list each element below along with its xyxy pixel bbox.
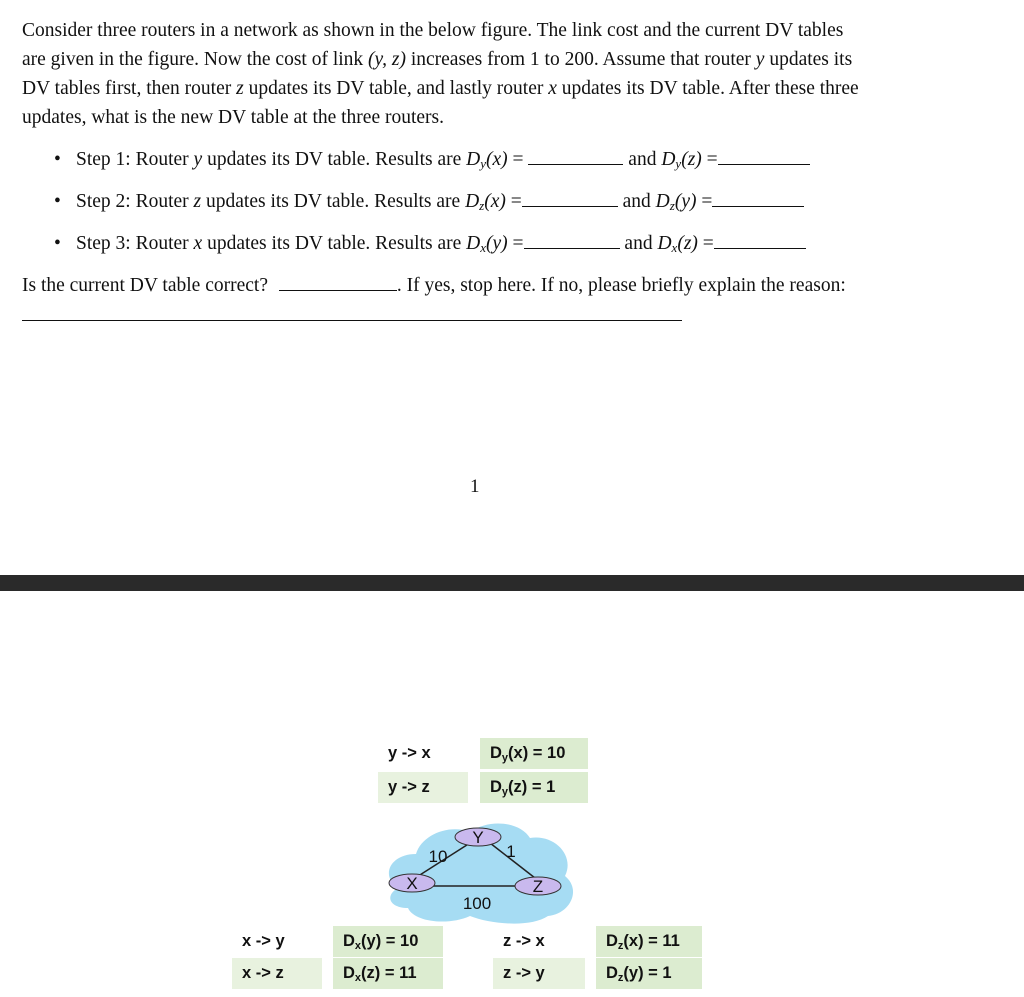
answer-blank-step1-a[interactable] — [528, 148, 623, 165]
question-line: Is the current DV table correct? . If yes, stop here. If no, please briefly explain the reason: — [22, 275, 846, 296]
x-table-row1-value: Dx(y) = 10 — [333, 926, 443, 957]
answer-blank-step2-b[interactable] — [712, 190, 804, 207]
para-line-2: are given in the figure. Now the cost of link (y, z) increases from 1 to 200. Assume that router y updates its — [22, 49, 853, 70]
z-table-row2-value: Dz(y) = 1 — [596, 958, 702, 989]
x-table-row1-label: x -> y — [232, 926, 322, 957]
network-diagram — [370, 816, 600, 926]
network-figure — [0, 591, 1024, 997]
svg-text:X: X — [406, 874, 418, 893]
y-table-row1-label: y -> x — [378, 738, 468, 769]
answer-blank-step3-b[interactable] — [714, 232, 806, 249]
bullet-icon: • — [54, 233, 61, 254]
x-table-row2-value: Dx(z) = 11 — [333, 958, 443, 989]
z-table-row1-label: z -> x — [493, 926, 585, 957]
page-number: 1 — [470, 476, 480, 497]
link-label-yz: 1 — [506, 842, 516, 861]
y-table-row2-value: Dy(z) = 1 — [480, 772, 588, 803]
page-divider — [0, 575, 1024, 591]
svg-text:Z: Z — [532, 877, 544, 896]
explanation-answer-line[interactable] — [22, 320, 682, 321]
problem-paragraph — [22, 16, 942, 132]
para-line-1: Consider three routers in a network as shown in the below figure. The link cost and the current DV tables — [22, 20, 844, 41]
z-table-row2-label: z -> y — [493, 958, 585, 989]
bullet-icon: • — [54, 149, 61, 170]
z-table-row1-value: Dz(x) = 11 — [596, 926, 702, 957]
y-table-row2-label: y -> z — [378, 772, 468, 803]
answer-blank-step2-a[interactable] — [522, 190, 618, 207]
para-line-3: DV tables first, then router z updates its DV table, and lastly router x updates its DV table. After these three — [22, 78, 859, 99]
answer-blank-step1-b[interactable] — [718, 148, 810, 165]
y-table-row1-value: Dy(x) = 10 — [480, 738, 588, 769]
link-label-xz: 100 — [462, 894, 492, 913]
answer-blank-step3-a[interactable] — [524, 232, 620, 249]
problem-page: Consider three routers in a network as shown in the below figure. The link cost and the current DV tables are given in the figure. Now the cost of link (y, z) increases from 1 to 200. Assume that router y updates its DV tables first, then router z updates its DV table, and lastly router x updates its DV table. After these three updates, what is the new DV table at the three routers. • Step 1: Router y updates its DV table. Results are $D_y(x)$ = and $D_y(z)$ = • Step 2: Router z updates its DV table. Results are $D_z(x)$ = and $D_z(y)$ = • Step 3: Router x updates its DV table. Results are $D_x(y)$ = and $D_x(z)$ = Is the current DV table correct? . If yes, stop here. If no, please briefly explain the reason: 1 — [0, 0, 1024, 575]
link-label-xy: 10 — [428, 847, 448, 866]
svg-text:Y: Y — [472, 828, 484, 847]
bullet-icon: • — [54, 191, 61, 212]
answer-blank-correct[interactable] — [279, 274, 397, 291]
x-table-row2-label: x -> z — [232, 958, 322, 989]
para-line-4: updates, what is the new DV table at the three routers. — [22, 107, 445, 128]
